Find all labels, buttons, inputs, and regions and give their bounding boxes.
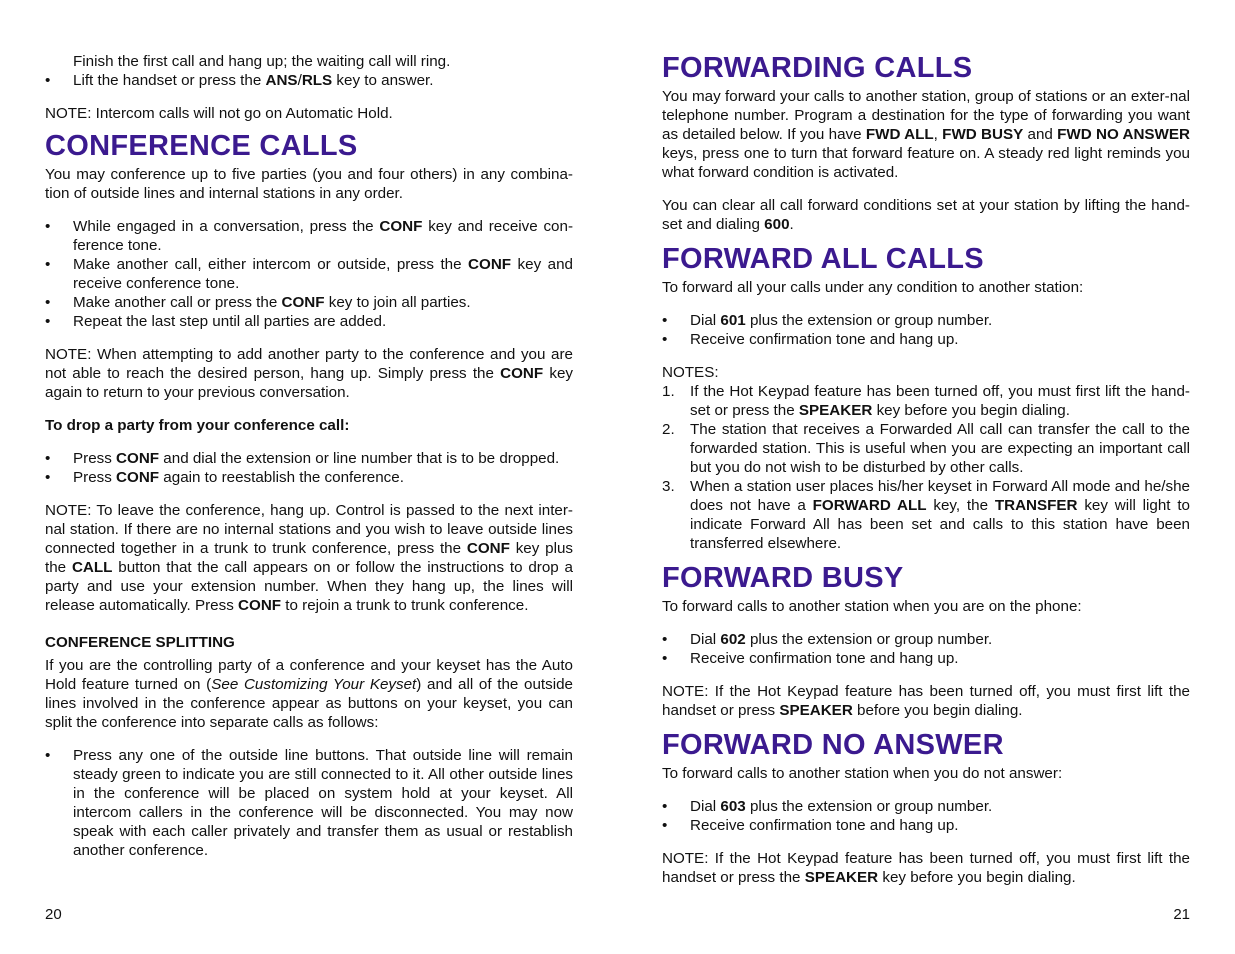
drop-party-heading: To drop a party from your conference call: [45,417,350,434]
list-item: • While engaged in a conversation, press the CONF key and receive con-ference tone. [45,218,573,254]
forward-all-intro: To forward all your calls under any condition to another station: [662,279,1084,296]
conference-calls-title: CONFERENCE CALLS [45,130,358,162]
forward-no-answer-note: NOTE: If the Hot Keypad feature has been turned off, you must first lift the handset or press the SPEAKER key before you begin dialing. [662,850,1190,886]
list-item: • Make another call or press the CONF key to join all parties. [45,294,471,311]
list-item: • Receive confirmation tone and hang up. [662,331,959,348]
intercom-note: NOTE: Intercom calls will not go on Automatic Hold. [45,105,393,122]
continued-steps [45,52,573,90]
forwarding-calls-title: FORWARDING CALLS [662,52,973,84]
forwarding-intro: You may forward your calls to another station, group of stations or an exter-nal telephone number. Program a destination for the type of forwarding you want as detailed below. If you have FWD ALL, FWD BUSY and FWD NO ANSWER keys, press one to turn that forward feature on. A steady red light reminds you what forward condition is activated. [662,88,1190,181]
splitting-intro: If you are the controlling party of a conference and your keyset has the Auto Hold feature turned on (See Customizing Your Keyset) and all of the outside lines involved in the conference appear as buttons on your keyset, you can split the conference into separate calls as follows: [45,657,573,731]
conference-intro: You may conference up to five parties (you and four others) in any combina-tion of outside lines and internal stations in any order. [45,166,573,202]
list-item: 3. When a station user places his/her keyset in Forward All mode and he/she does not have a FORWARD ALL key, the TRANSFER key will light to indicate Forward All has been set and calls to this station have been transferred elsewhere. [662,478,1190,552]
forward-no-answer-title: FORWARD NO ANSWER [662,729,1004,761]
forward-no-answer-intro: To forward calls to another station when you do not answer: [662,765,1063,782]
forward-no-answer-steps [662,797,1190,835]
forward-busy-title: FORWARD BUSY [662,562,904,594]
list-item: • Dial 603 plus the extension or group number. [662,798,993,815]
right-page [662,0,1190,887]
left-page [45,0,573,860]
drop-party-steps [45,449,573,487]
forward-busy-steps [662,630,1190,668]
list-item: • Repeat the last step until all parties are added. [45,313,387,330]
forward-busy-note: NOTE: If the Hot Keypad feature has been turned off, you must first lift the handset or press SPEAKER before you begin dialing. [662,683,1190,719]
list-item: • Dial 601 plus the extension or group number. [662,312,993,329]
forward-all-notes [662,382,1190,553]
leave-conference-note: NOTE: To leave the conference, hang up. Control is passed to the next inter-nal station. If there are no internal stations and you wish to leave outside lines connected together in a trunk to trunk conference, press the CONF key plus the CALL button that the call appears on or follow the instructions to drop a party and use your extension number. When they hang up, the lines will release automatically. Press CONF to rejoin a trunk to trunk conference. [45,502,574,614]
list-item: • Press CONF and dial the extension or line number that is to be dropped. [45,450,560,467]
conference-steps [45,217,573,331]
list-item: • Receive confirmation tone and hang up. [662,650,959,667]
list-item: • Lift the handset or press the ANS/RLS key to answer. [45,72,434,89]
splitting-steps [45,746,573,860]
list-item: • Receive confirmation tone and hang up. [662,817,959,834]
list-item: • Press any one of the outside line buttons. That outside line will remain steady green to indicate you are still connected to it. All other outside lines in the conference will be placed on system hold at your keyset. All intercom callers in the conference will be disconnected. You may now speak with each caller privately and transfer them as usual or restablish another conference. [45,747,573,859]
page-number-left: 20 [45,906,62,923]
list-item: • Dial 602 plus the extension or group number. [662,631,993,648]
list-item: • Make another call, either intercom or outside, press the CONF key and receive conference tone. [45,256,573,292]
forward-all-title: FORWARD ALL CALLS [662,243,984,275]
notes-label: NOTES: [662,364,719,381]
forward-busy-intro: To forward calls to another station when you are on the phone: [662,598,1082,615]
page-number-right: 21 [1173,906,1190,923]
list-item: 2. The station that receives a Forwarded All call can transfer the call to the forwarded station. This is useful when you are expecting an important call but you do not wish to be disturbed by other calls. [662,421,1190,476]
forwarding-clear: You can clear all call forward conditions set at your station by lifting the hand-set and dialing 600. [662,197,1190,233]
list-item: Finish the first call and hang up; the waiting call will ring. [73,53,451,70]
forward-all-steps [662,311,1190,349]
add-party-note: NOTE: When attempting to add another party to the conference and you are not able to reach the desired person, hang up. Simply press the CONF key again to return to your previous conversation. [45,346,574,401]
list-item: 1. If the Hot Keypad feature has been turned off, you must first lift the hand-set or press the SPEAKER key before you begin dialing. [662,383,1190,419]
list-item: • Press CONF again to reestablish the conference. [45,469,404,486]
conference-splitting-heading: CONFERENCE SPLITTING [45,634,235,651]
